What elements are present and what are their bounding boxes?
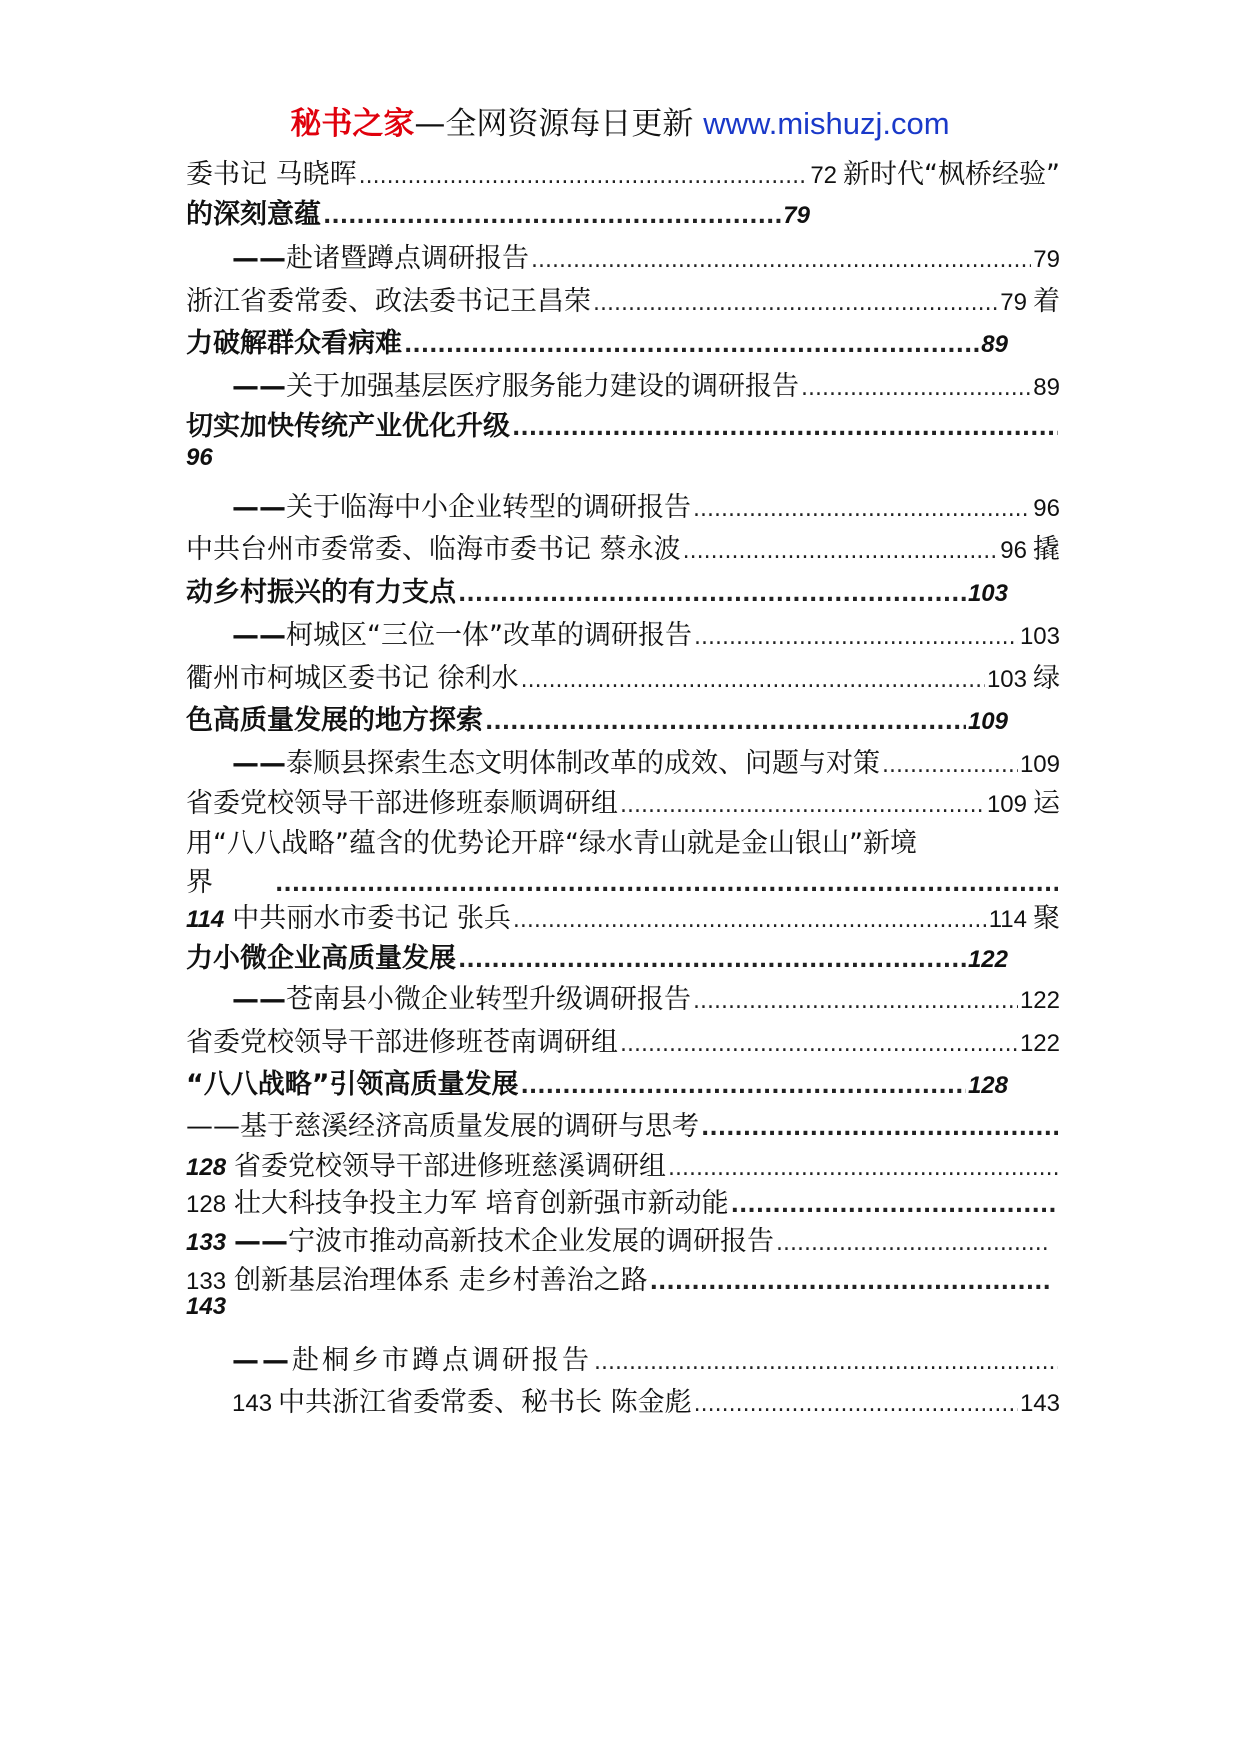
toc-entry-title: 用“八八战略”蕴含的优势论开辟“绿水青山就是金山银山”新境	[186, 828, 917, 859]
toc-entry[interactable]: 力小微企业高质量发展 ..... 122	[186, 936, 1060, 977]
toc-entry[interactable]: —— 苍南县小微企业转型升级调研报告 ..... 122	[186, 977, 1060, 1020]
toc-entry[interactable]: 浙江省委常委、政法委书记王昌荣 ..... 79 着	[186, 279, 1060, 321]
toc-entry[interactable]: —— 关于临海中小企业转型的调研报告 ..... 96	[186, 485, 1060, 527]
toc-entry[interactable]: —— 泰顺县探索生态文明体制改革的成效、问题与对策 ..... 109	[186, 741, 1060, 781]
toc-entry[interactable]: 128 壮大科技争投主力军 培育创新强市新动能 .....	[186, 1181, 1060, 1219]
toc-entry[interactable]: 衢州市柯城区委书记 徐利水 ..... 103 绿	[186, 656, 1060, 698]
toc-entry-page: 96	[186, 444, 213, 471]
site-header	[0, 104, 1240, 144]
toc-entry[interactable]: 143 中共浙江省委常委、秘书长 陈金彪 ..... 143	[186, 1380, 1060, 1422]
table-of-contents	[186, 152, 1060, 1422]
toc-entry[interactable]: 128 省委党校领导干部进修班慈溪调研组 .....	[186, 1144, 1060, 1181]
toc-entry[interactable]: “八八战略”引领高质量发展 ..... 128	[186, 1062, 1060, 1104]
toc-entry[interactable]: —— 赴诸暨蹲点调研报告 ..... 79	[186, 236, 1060, 279]
toc-entry[interactable]: 切实加快传统产业优化升级 .....	[186, 404, 1060, 444]
toc-entry[interactable]: ——基于慈溪经济高质量发展的调研与思考 .....	[186, 1104, 1060, 1144]
toc-entry-page: 143	[186, 1293, 227, 1320]
toc-entry[interactable]: 133 创新基层治理体系 走乡村善治之路 .....	[186, 1258, 1060, 1293]
toc-entry[interactable]: 114 中共丽水市委书记 张兵 ..... 114 聚	[186, 896, 1060, 936]
toc-entry[interactable]: 色高质量发展的地方探索 ..... 109	[186, 698, 1060, 741]
toc-entry[interactable]: 动乡村振兴的有力支点 ..... 103	[186, 570, 1060, 613]
slogan: —全网资源每日更新	[414, 106, 704, 142]
toc-entry[interactable]: 委书记 马晓晖 ..... 72 新时代“枫桥经验”	[186, 152, 1060, 192]
site-url[interactable]: www.mishuzj.com	[703, 106, 950, 141]
toc-entry[interactable]: 133 —— 宁波市推动高新技术企业发展的调研报告 .....	[186, 1219, 1060, 1258]
brand-name: 秘书之家	[290, 106, 415, 142]
toc-entry[interactable]: 省委党校领导干部进修班泰顺调研组 ..... 109 运	[186, 781, 1060, 821]
toc-entry[interactable]: 界 .....	[186, 860, 1060, 896]
toc-entry[interactable]: —— 关于加强基层医疗服务能力建设的调研报告 ..... 89	[186, 364, 1060, 404]
toc-entry[interactable]: —— 柯城区“三位一体”改革的调研报告 ..... 103	[186, 613, 1060, 656]
toc-entry[interactable]: 力破解群众看病难 ..... 89	[186, 321, 1060, 364]
toc-entry[interactable]: 省委党校领导干部进修班苍南调研组 ..... 122	[186, 1020, 1060, 1062]
toc-entry[interactable]: 中共台州市委常委、临海市委书记 蔡永波 ..... 96 撬	[186, 527, 1060, 570]
toc-entry[interactable]: 的深刻意蕴 ..... 79	[186, 192, 1060, 236]
toc-entry[interactable]: —— 赴桐乡市蹲点调研报告 .....	[186, 1338, 1060, 1380]
